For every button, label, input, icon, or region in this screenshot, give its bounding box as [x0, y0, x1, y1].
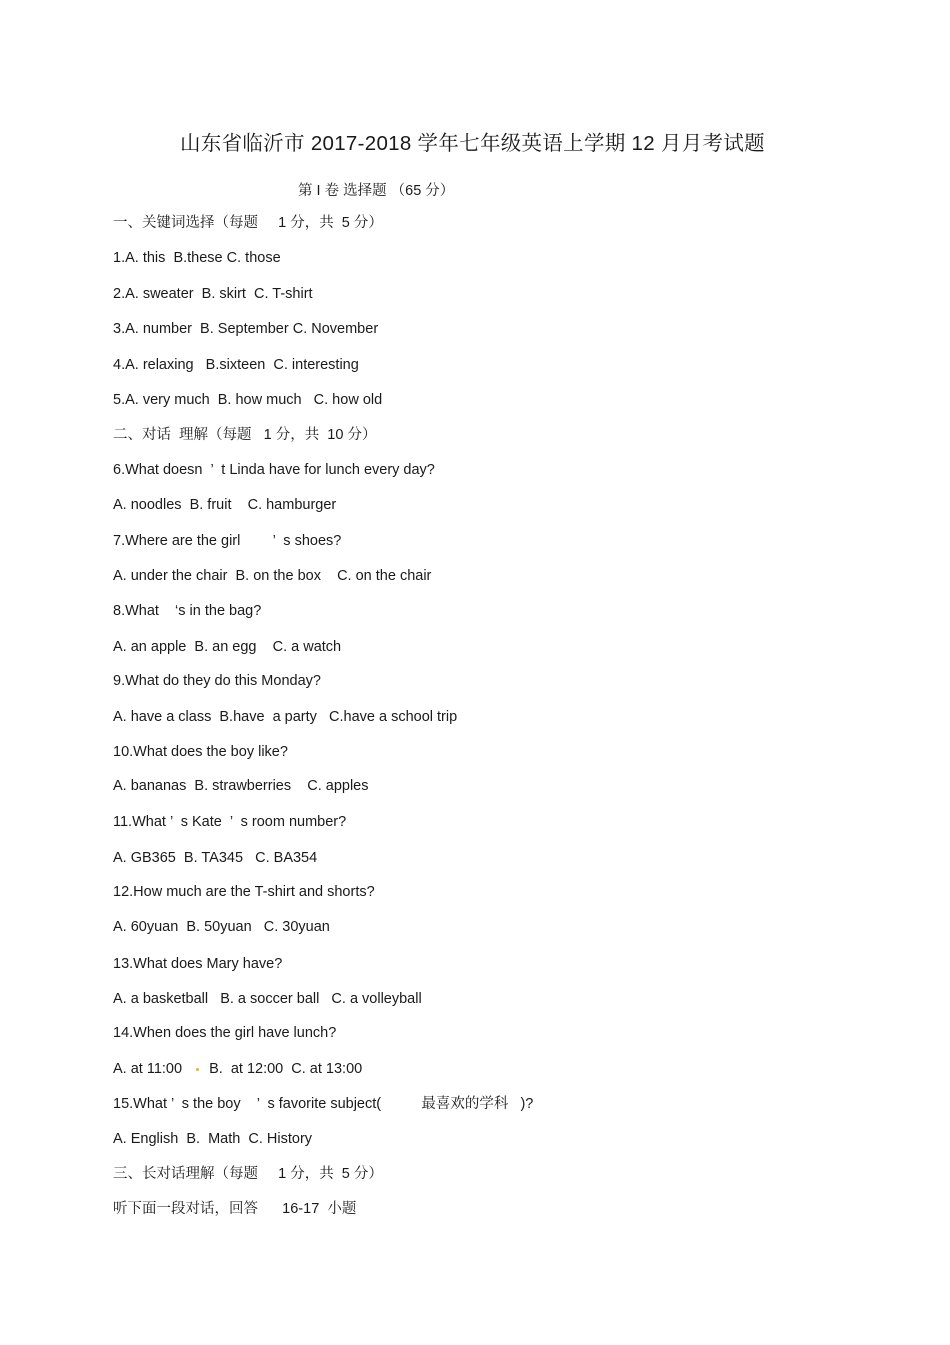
section-heading-3: 三、长对话理解（每题 1 分，共 5 分）: [113, 1166, 383, 1182]
option-bc-text: B. at 12:00 C. at 13:00: [209, 1061, 363, 1077]
option-a-text: A. at 11:00: [113, 1061, 183, 1077]
answer-options: A. have a class B.have a party C.have a school trip: [113, 709, 458, 725]
question-line: 10.What does the boy like?: [113, 744, 288, 760]
question-line: 15.What ’ s the boy ’ s favorite subject( 最喜欢的学科 )?: [113, 1096, 534, 1112]
instruction-line: 听下面一段对话，回答 16-17 小题: [113, 1201, 357, 1217]
question-line: 11.What ’ s Kate ’ s room number?: [113, 814, 347, 830]
answer-options: A. noodles B. fruit C. hamburger: [113, 497, 337, 513]
stray-dot-mark: [196, 1068, 199, 1071]
answer-options: A. a basketball B. a soccer ball C. a volleyball: [113, 991, 422, 1007]
section-subtitle: 第 I 卷 选择题 （65 分）: [298, 183, 455, 199]
question-line: 6.What doesn ’ t Linda have for lunch every day?: [113, 462, 435, 478]
answer-options: A. bananas B. strawberries C. apples: [113, 778, 369, 794]
section-heading-1: 一、关键词选择（每题 1 分，共 5 分）: [113, 215, 383, 231]
question-line: 1.A. this B.these C. those: [113, 250, 281, 266]
question-line: 7.Where are the girl ’ s shoes?: [113, 533, 342, 549]
page-title: 山东省临沂市 2017-2018 学年七年级英语上学期 12 月月考试题: [180, 132, 765, 155]
answer-options: [113, 1060, 362, 1078]
section-heading-2: 二、对话 理解（每题 1 分，共 10 分）: [113, 427, 377, 443]
question-line: 2.A. sweater B. skirt C. T-shirt: [113, 286, 313, 302]
answer-options: A. 60yuan B. 50yuan C. 30yuan: [113, 919, 330, 935]
answer-options: A. GB365 B. TA345 C. BA354: [113, 850, 318, 866]
question-line: 9.What do they do this Monday?: [113, 673, 321, 689]
question-line: 14.When does the girl have lunch?: [113, 1025, 337, 1041]
answer-options: A. an apple B. an egg C. a watch: [113, 639, 342, 655]
question-line: 8.What ‘s in the bag?: [113, 603, 262, 619]
question-line: 12.How much are the T-shirt and shorts?: [113, 884, 375, 900]
question-line: 4.A. relaxing B.sixteen C. interesting: [113, 357, 359, 373]
question-line: 3.A. number B. September C. November: [113, 321, 379, 337]
question-line: 5.A. very much B. how much C. how old: [113, 392, 383, 408]
answer-options: A. English B. Math C. History: [113, 1131, 313, 1147]
question-line: 13.What does Mary have?: [113, 956, 283, 972]
answer-options: A. under the chair B. on the box C. on the chair: [113, 568, 432, 584]
